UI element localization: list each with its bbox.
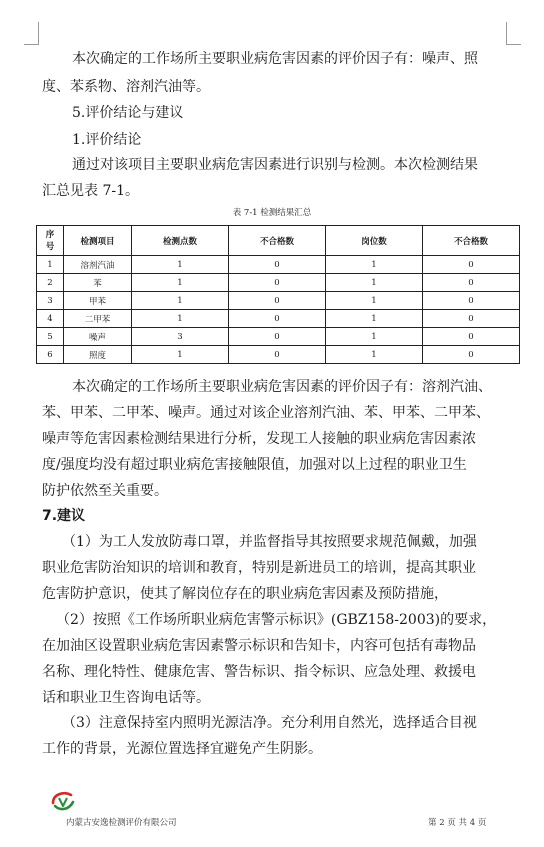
header-cell: 检测项目 — [64, 226, 132, 256]
table-cell: 1 — [326, 328, 423, 346]
paragraph-line: 防护依然至关重要。 — [42, 483, 168, 499]
header-cell: 检测点数 — [132, 226, 229, 256]
table-cell: 2 — [37, 274, 64, 292]
table-cell: 噪声 — [64, 328, 132, 346]
table-cell: 1 — [132, 310, 229, 328]
table-cell: 0 — [423, 310, 520, 328]
table-cell: 0 — [229, 328, 326, 346]
paragraph-line: （1）为工人发放防毒口罩，并监督指导其按照要求规范佩戴，加强 — [62, 534, 477, 550]
company-logo-icon — [50, 790, 76, 812]
table-caption: 表 7-1 检测结果汇总 — [232, 208, 312, 218]
table-cell: 4 — [37, 310, 64, 328]
table-row — [37, 256, 520, 274]
table-cell: 照度 — [64, 346, 132, 364]
table-cell: 0 — [423, 328, 520, 346]
table-cell: 1 — [326, 292, 423, 310]
table-cell: 1 — [326, 310, 423, 328]
paragraph-line: 职业危害防治知识的培训和教育，特别是新进员工的培训，提高其职业 — [42, 560, 476, 576]
paragraph-line: （2）按照《工作场所职业病危害警示标识》(GBZ158-2003)的要求， — [56, 612, 497, 628]
table-cell: 1 — [326, 346, 423, 364]
paragraph-line: 度、苯系物、溶剂汽油等。 — [42, 79, 210, 95]
table-row — [37, 346, 520, 364]
table-cell: 1 — [37, 256, 64, 274]
table-cell: 0 — [423, 256, 520, 274]
table-cell: 1 — [132, 274, 229, 292]
table-cell: 1 — [326, 256, 423, 274]
footer-company-name: 内蒙古安逸检测评价有限公司 — [66, 818, 177, 828]
footer-page-number: 第 2 页 共 4 页 — [428, 818, 487, 828]
table-row — [37, 292, 520, 310]
page-corner-mark-right — [506, 22, 521, 45]
paragraph-line: 名称、理化特性、健康危害、警告标识、指令标识、应急处理、救援电 — [42, 664, 476, 680]
section-heading: 5.评价结论与建议 — [72, 105, 184, 121]
paragraph-line: 本次确定的工作场所主要职业病危害因素的评价因子有：溶剂汽油、 — [72, 379, 492, 395]
table-cell: 0 — [423, 346, 520, 364]
table-row — [37, 274, 520, 292]
table-cell: 0 — [423, 274, 520, 292]
paragraph-line: 苯、甲苯、二甲苯、噪声。通过对该企业溶剂汽油、苯、甲苯、二甲苯、 — [42, 405, 490, 421]
table-cell: 0 — [423, 292, 520, 310]
page-corner-mark-left — [24, 22, 39, 45]
paragraph-line: 通过对该项目主要职业病危害因素进行识别与检测。本次检测结果 — [72, 157, 478, 173]
header-cell: 不合格数 — [423, 226, 520, 256]
table-cell: 溶剂汽油 — [64, 256, 132, 274]
paragraph-line: 话和职业卫生咨询电话等。 — [42, 690, 210, 706]
table-cell: 二甲苯 — [64, 310, 132, 328]
paragraph-line: （3）注意保持室内照明光源洁净。充分利用自然光，选择适合目视 — [62, 715, 477, 731]
table-cell: 6 — [37, 346, 64, 364]
table-cell: 0 — [229, 292, 326, 310]
table-row — [37, 310, 520, 328]
table-cell: 0 — [229, 310, 326, 328]
table-cell: 0 — [229, 256, 326, 274]
section-heading: 7.建议 — [42, 508, 86, 524]
paragraph-line: 噪声等危害因素检测结果进行分析，发现工人接触的职业病危害因素浓 — [42, 431, 476, 447]
table-cell: 5 — [37, 328, 64, 346]
table-cell: 3 — [37, 292, 64, 310]
paragraph-line: 工作的背景，光源位置选择宜避免产生阴影。 — [42, 741, 322, 757]
header-cell: 不合格数 — [229, 226, 326, 256]
table-row — [37, 328, 520, 346]
table-cell: 1 — [132, 346, 229, 364]
subsection-heading: 1.评价结论 — [72, 132, 142, 148]
table-cell: 甲苯 — [64, 292, 132, 310]
table-cell: 0 — [229, 274, 326, 292]
paragraph-line: 在加油区设置职业病危害因素警示标识和告知卡，内容可包括有毒物品 — [42, 638, 476, 654]
header-index: 序 号 — [37, 226, 64, 256]
table-cell: 0 — [229, 346, 326, 364]
paragraph-line: 本次确定的工作场所主要职业病危害因素的评价因子有：噪声、照 — [72, 51, 478, 67]
paragraph-line: 汇总见表 7-1。 — [42, 183, 139, 199]
table-cell: 1 — [132, 256, 229, 274]
paragraph-line: 危害防护意识，使其了解岗位存在的职业病危害因素及预防措施， — [42, 586, 448, 602]
results-table — [36, 225, 520, 364]
table-header-row — [37, 226, 520, 256]
paragraph-line: 度/强度均没有超过职业病危害接触限值，加强对以上过程的职业卫生 — [42, 457, 467, 473]
header-cell: 岗位数 — [326, 226, 423, 256]
table-cell: 1 — [132, 292, 229, 310]
table-cell: 苯 — [64, 274, 132, 292]
table-cell: 1 — [326, 274, 423, 292]
table-cell: 3 — [132, 328, 229, 346]
